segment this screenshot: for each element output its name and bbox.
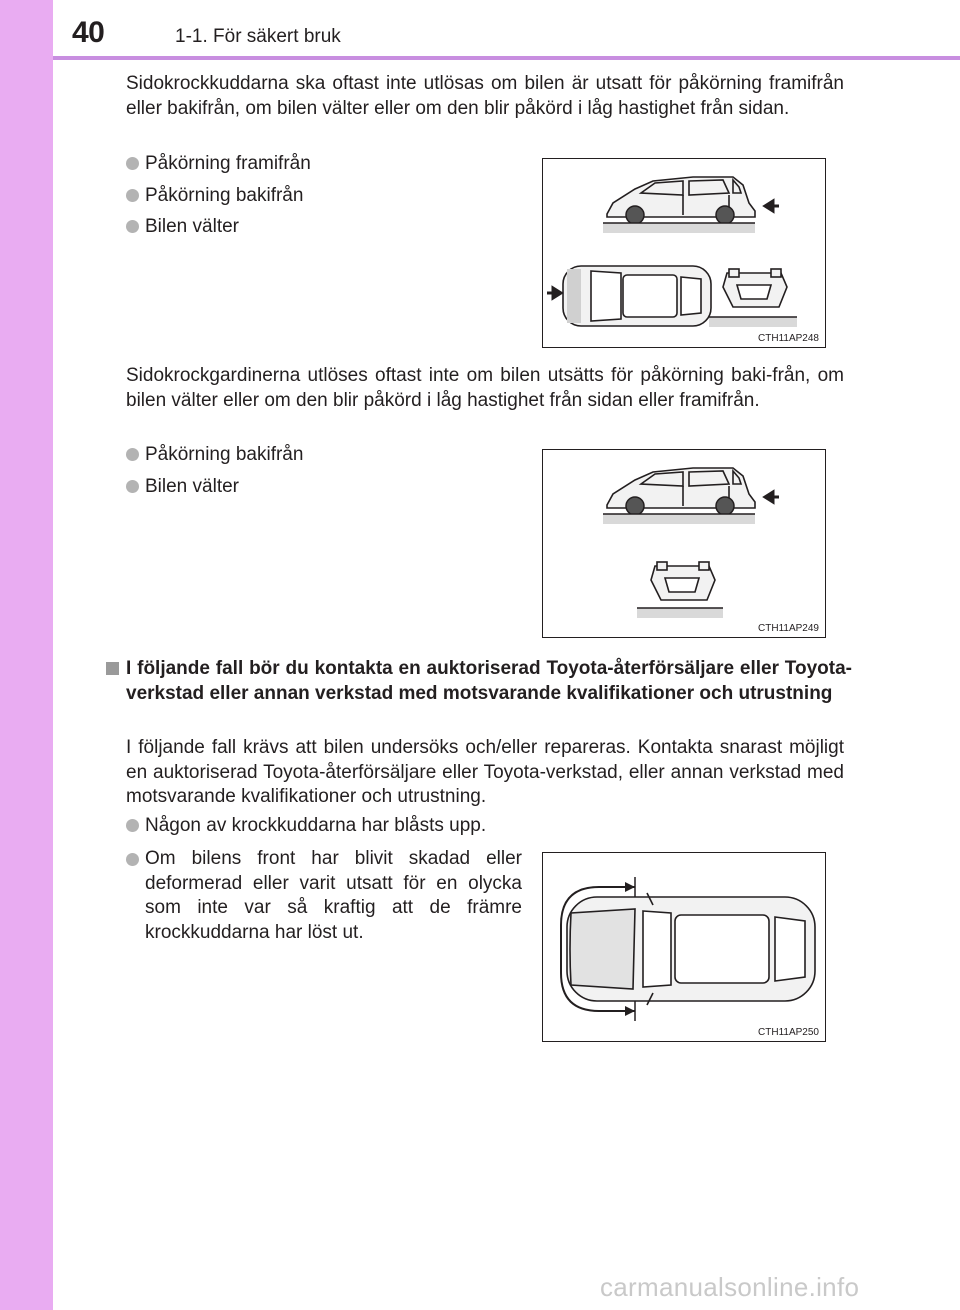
page-number: 40: [72, 16, 105, 49]
heading-text: I följande fall bör du kontakta en auktoriserad Toyota-återförsäljare eller Toyota-verkstad eller annan verkstad med motsvarande kvalifikationer och utrustning: [126, 658, 852, 704]
arrow-left-icon: [765, 201, 779, 211]
car-illustration-3: [543, 853, 825, 1041]
list-item: [126, 152, 311, 177]
figure-front-damage: [542, 852, 826, 1042]
car-illustration-2: [543, 450, 825, 637]
car-top-view-icon: [567, 893, 815, 1005]
ground: [709, 317, 797, 327]
list-item: [126, 443, 303, 468]
car-rollover-icon: [723, 269, 787, 307]
contact-dealer-heading: [106, 657, 852, 706]
list-item: [126, 847, 522, 945]
heading-marker-icon: [106, 662, 119, 675]
figure-side-airbag-no-deploy: [542, 158, 826, 348]
contact-dealer-paragraph: I följande fall krävs att bilen undersöks och/eller repareras. Kontakta snarast möjligt en auktoriserad Toyota-återförsäljare eller Toyota-verkstad, eller annan verkstad med motsvarande kvalifikationer och utrustning.: [126, 737, 844, 807]
wheel-icon: [626, 497, 644, 515]
wheel-icon: [626, 206, 644, 224]
bullet-text: Bilen välter: [145, 476, 239, 497]
page-sidebar-band: [0, 0, 53, 1310]
watermark: carmanualsonline.info: [600, 1272, 860, 1302]
side-airbag-paragraph: Sidokrockkuddarna ska oftast inte utlösas om bilen är utsatt för påkörning framifrån eller bakifrån, om bilen välter eller om den blir påkörd i låg hastighet från sidan.: [126, 73, 844, 119]
bullet-text: Påkörning bakifrån: [145, 444, 304, 465]
header-divider: [53, 56, 960, 60]
bullet-text: Bilen välter: [145, 216, 239, 237]
bullet-icon: [126, 480, 139, 493]
car-top-view-icon: [563, 266, 711, 326]
list-item: [126, 475, 239, 500]
list-item: [126, 215, 239, 240]
bullet-text: Om bilens front har blivit skadad eller deformerad eller varit utsatt för en olycka som inte var så kraftig att de främre krockkuddarna har löst ut.: [145, 848, 522, 943]
wheel-icon: [716, 497, 734, 515]
arrow-right-icon: [547, 288, 561, 298]
figure-code: CTH11AP248: [758, 333, 819, 344]
bullet-icon: [126, 819, 139, 832]
bullet-icon: [126, 853, 139, 866]
bullet-text: Påkörning bakifrån: [145, 185, 304, 206]
section-title: 1-1. För säkert bruk: [175, 26, 341, 47]
figure-code: CTH11AP249: [758, 623, 819, 634]
curtain-airbag-paragraph: Sidokrockgardinerna utlöses oftast inte om bilen utsätts för påkörning baki-från, om bilen välter eller om den blir påkörd i låg hastighet från sidan eller framifrån.: [126, 365, 844, 411]
bullet-icon: [126, 220, 139, 233]
car-rollover-icon: [651, 562, 715, 600]
arrow-left-icon: [765, 492, 779, 502]
ground: [603, 514, 755, 524]
wheel-icon: [716, 206, 734, 224]
bullet-icon: [126, 157, 139, 170]
figure-curtain-airbag-no-deploy: [542, 449, 826, 638]
ground: [603, 223, 755, 233]
car-illustration-1: [543, 159, 825, 347]
list-item: [126, 184, 303, 209]
bullet-icon: [126, 448, 139, 461]
figure-code: CTH11AP250: [758, 1027, 819, 1038]
bullet-text: Någon av krockkuddarna har blåsts upp.: [145, 815, 487, 836]
front-impact-zone: [567, 269, 581, 323]
bullet-icon: [126, 189, 139, 202]
list-item: [126, 814, 486, 839]
bullet-text: Påkörning framifrån: [145, 153, 311, 174]
ground: [637, 608, 723, 618]
